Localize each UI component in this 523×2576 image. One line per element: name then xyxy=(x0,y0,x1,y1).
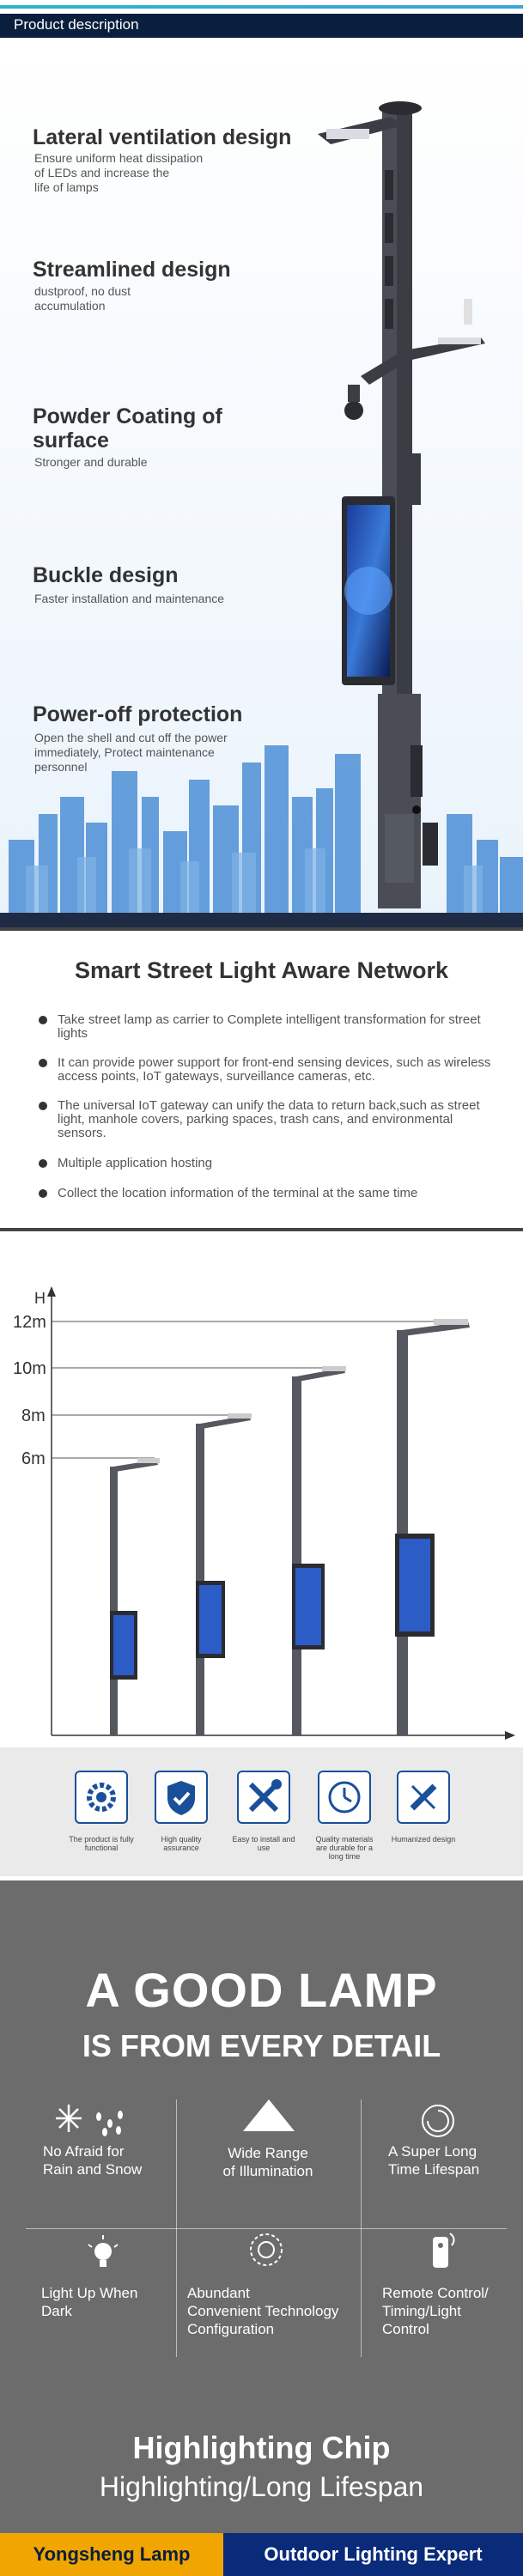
shield-check-icon-box xyxy=(155,1771,208,1824)
footer-brand: Yongsheng Lamp xyxy=(33,2543,191,2565)
feature-desc-ventilation xyxy=(34,151,240,195)
feature-title-buckle: Buckle design xyxy=(33,563,179,587)
height-label-10m: 10m xyxy=(13,1359,46,1378)
detail-subheadline: IS FROM EVERY DETAIL xyxy=(82,2028,441,2063)
cell-label-line: Timing/Light xyxy=(382,2303,461,2319)
feature-title-streamlined: Streamlined design xyxy=(33,258,231,282)
feature-desc-line: of LEDs and increase the xyxy=(34,166,170,179)
network-section xyxy=(0,932,523,1228)
bullet-dot xyxy=(39,1102,47,1110)
clock-icon-box xyxy=(318,1771,371,1824)
cell-label-range xyxy=(216,2144,319,2180)
remote-control-icon xyxy=(421,2228,464,2280)
axis-label-h: H xyxy=(34,1290,46,1307)
cell-label-dark xyxy=(41,2284,137,2320)
detail-section xyxy=(0,1880,523,2533)
header xyxy=(0,0,523,41)
cell-label-remote xyxy=(382,2284,489,2338)
feature-icons-section xyxy=(0,1747,523,1876)
network-bullet xyxy=(39,1013,502,1042)
shield-check-icon xyxy=(156,1772,206,1822)
feature-desc-poweroff xyxy=(34,731,275,775)
feature-desc-line: dustproof, no dust xyxy=(34,284,131,298)
ruler-pencil-icon xyxy=(398,1772,448,1822)
height-label-6m: 6m xyxy=(21,1449,46,1468)
network-bullet xyxy=(39,1099,502,1142)
cell-label-technology xyxy=(187,2284,338,2338)
cell-label-line: Control xyxy=(382,2321,429,2337)
feature-desc-buckle xyxy=(34,592,292,606)
cell-label-line: No Afraid for xyxy=(43,2143,125,2160)
ruler-pencil-icon-box xyxy=(397,1771,450,1824)
pole-heights-diagram xyxy=(0,1233,523,1744)
feature-desc-powder xyxy=(34,455,240,470)
header-accent-line xyxy=(0,5,523,9)
feature-desc-line: Ensure uniform heat dissipation xyxy=(34,151,204,165)
icon-label: Quality materials are durable for a long time xyxy=(315,1835,374,1861)
icon-label: The product is fully functional xyxy=(69,1835,134,1852)
long-life-icon xyxy=(417,2099,459,2142)
features-section xyxy=(0,41,523,927)
bullet-dot xyxy=(39,1189,47,1198)
cell-label-line: Rain and Snow xyxy=(43,2161,143,2178)
network-bullet xyxy=(39,1056,502,1085)
feature-desc-streamlined xyxy=(34,284,240,313)
bulb-icon xyxy=(82,2233,125,2275)
feature-desc-line: immediately, Protect maintenance xyxy=(34,745,215,759)
tools-icon-box xyxy=(237,1771,290,1824)
footer-banner xyxy=(0,2533,523,2576)
cell-label-line: Light Up When xyxy=(41,2285,138,2301)
feature-desc-line: personnel xyxy=(34,760,88,774)
feature-desc-line: Stronger and durable xyxy=(34,455,148,469)
cell-label-lifespan xyxy=(388,2142,479,2178)
page-title: Product description xyxy=(14,16,139,33)
height-label-8m: 8m xyxy=(21,1406,46,1425)
bullet-text: Take street lamp as carrier to Complete intelligent transformation for street lights xyxy=(58,1012,481,1041)
gear-icon xyxy=(76,1772,126,1822)
detail-headline: A GOOD LAMP xyxy=(85,1963,438,2017)
cell-label-line: A Super Long xyxy=(388,2143,477,2160)
section-divider xyxy=(0,1228,523,1231)
cell-label-line: Abundant xyxy=(187,2285,250,2301)
bullet-text: It can provide power support for front-end sensing devices, such as wireless access points, IoT gateways, surveillance cameras, etc. xyxy=(58,1055,491,1084)
highlight-title: Highlighting Chip xyxy=(132,2430,391,2465)
icon-label: Humanized design xyxy=(391,1835,456,1844)
light-cone-icon xyxy=(239,2095,299,2138)
bullet-dot xyxy=(39,1059,47,1067)
bullet-dot xyxy=(39,1159,47,1168)
cell-label-line: Dark xyxy=(41,2303,72,2319)
network-bullet xyxy=(39,1157,502,1172)
feature-title-ventilation: Lateral ventilation design xyxy=(33,125,292,149)
footer-tagline: Outdoor Lighting Expert xyxy=(264,2543,483,2565)
cell-label-line: Configuration xyxy=(187,2321,275,2337)
cell-label-line: of Illumination xyxy=(222,2163,313,2179)
bullet-text: The universal IoT gateway can unify the data to return back,such as street light, manhole covers, parking spaces, trash cans, and environmental sensors. xyxy=(58,1098,480,1140)
icon-label: Easy to install and use xyxy=(232,1835,295,1852)
tools-icon xyxy=(239,1772,289,1822)
cell-label-line: Wide Range xyxy=(228,2145,308,2161)
feature-title-poweroff: Power-off protection xyxy=(33,702,243,726)
feature-title-powder: Powder Coating of surface xyxy=(33,404,222,453)
feature-desc-line: Faster installation and maintenance xyxy=(34,592,225,605)
height-label-12m: 12m xyxy=(13,1313,46,1332)
gear-icon-box xyxy=(75,1771,128,1824)
section-divider xyxy=(0,927,523,931)
feature-desc-line: life of lamps xyxy=(34,180,99,194)
clock-icon xyxy=(319,1772,369,1822)
snowflake-rain-icon xyxy=(52,2099,137,2142)
bullet-text: Collect the location information of the terminal at the same time xyxy=(58,1186,418,1200)
network-title: Smart Street Light Aware Network xyxy=(74,957,449,983)
ground-strip xyxy=(0,913,523,927)
feature-desc-line: Open the shell and cut off the power xyxy=(34,731,228,744)
cell-label-line: Remote Control/ xyxy=(382,2285,489,2301)
sensor-icon xyxy=(245,2228,288,2271)
cell-label-rain xyxy=(43,2142,142,2178)
feature-desc-line: accumulation xyxy=(34,299,106,313)
heights-section xyxy=(0,1233,523,1744)
cell-label-line: Time Lifespan xyxy=(388,2161,480,2178)
highlight-subtitle: Highlighting/Long Lifespan xyxy=(99,2471,424,2502)
cell-label-line: Convenient Technology xyxy=(187,2303,339,2319)
bullet-dot xyxy=(39,1016,47,1024)
icon-label: High quality assurance xyxy=(161,1835,202,1852)
bullet-text: Multiple application hosting xyxy=(58,1156,213,1170)
network-bullet xyxy=(39,1187,502,1202)
